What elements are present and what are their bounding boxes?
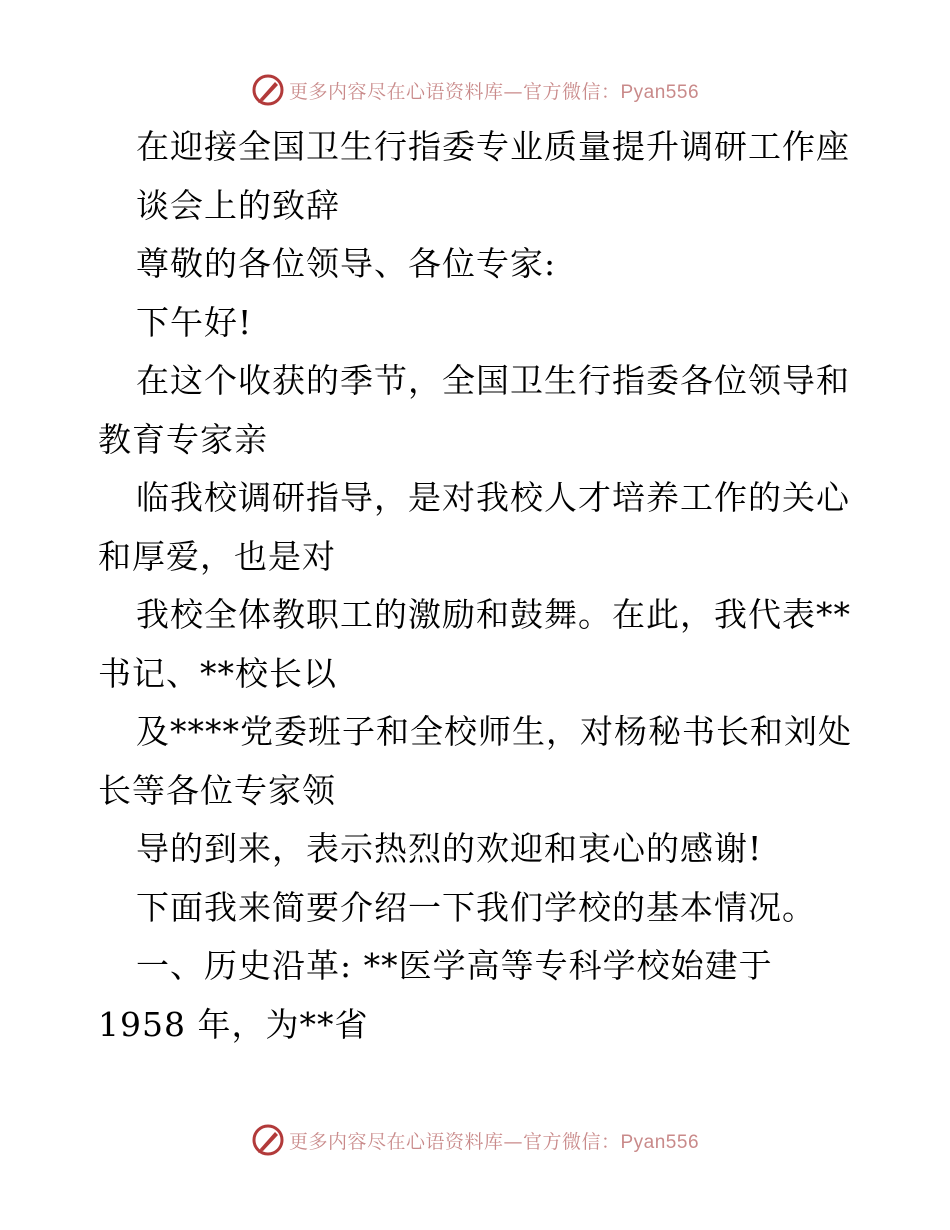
pen-logo-icon [251, 73, 285, 107]
paragraph-line: 在这个收获的季节，全国卫生行指委各位领导和 [136, 361, 850, 400]
footer-watermark-banner [0, 1120, 950, 1160]
header-wechat-id: Pyan556 [620, 81, 700, 103]
header-watermark-banner [0, 70, 950, 110]
document-body [98, 118, 858, 1054]
footer-wechat-id: Pyan556 [620, 1131, 700, 1153]
paragraph-line: 1958 年，为**省 [98, 1004, 369, 1044]
paragraph-line: 教育专家亲 [98, 419, 268, 459]
section-heading-history: 一、历史沿革: **医学高等专科学校始建于 [136, 946, 773, 985]
header-watermark-text [289, 77, 699, 104]
salutation: 尊敬的各位领导、各位专家: [136, 244, 557, 283]
greeting: 下午好! [136, 302, 253, 342]
paragraph-line: 和厚爱，也是对 [98, 536, 336, 576]
paragraph-line: 书记、**校长以 [98, 653, 337, 693]
paragraph-line: 我校全体教职工的激励和鼓舞。在此，我代表** [136, 595, 851, 634]
title-line-2: 谈会上的致辞 [136, 185, 340, 225]
paragraph-line: 下面我来简要介绍一下我们学校的基本情况。 [136, 887, 816, 927]
paragraph-line: 临我校调研指导，是对我校人才培养工作的关心 [136, 478, 850, 517]
header-watermark-label: 更多内容尽在心语资料库—官方微信： [288, 80, 621, 103]
paragraph-line: 及****党委班子和全校师生，对杨秘书长和刘处 [136, 712, 852, 751]
pen-logo-icon [251, 1123, 285, 1157]
footer-watermark-label: 更多内容尽在心语资料库—官方微信： [288, 1130, 621, 1153]
footer-watermark-text [289, 1127, 699, 1154]
paragraph-line: 长等各位专家领 [98, 770, 336, 810]
paragraph-line: 导的到来，表示热烈的欢迎和衷心的感谢! [136, 829, 763, 868]
title-line-1: 在迎接全国卫生行指委专业质量提升调研工作座 [136, 127, 850, 166]
